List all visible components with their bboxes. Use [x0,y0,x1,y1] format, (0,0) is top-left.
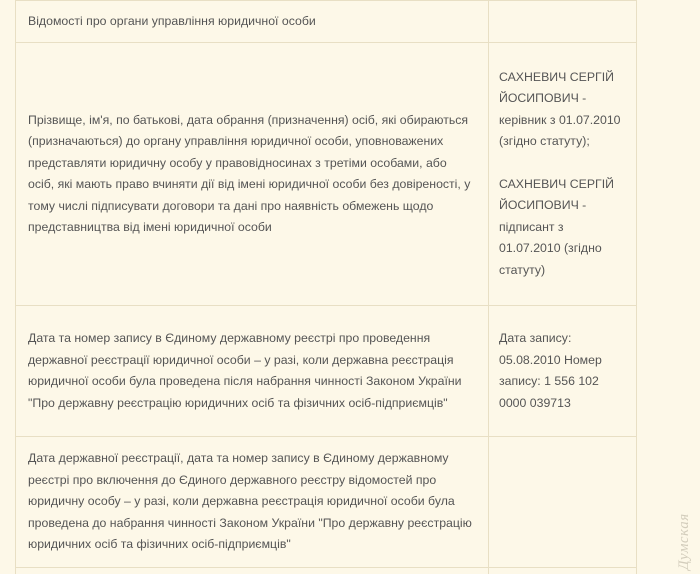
row-label: Дата та номер запису в Єдиному державному реєстрі про проведення державної реєстрації юридичної особи – у разі, коли державна реєстрація юридичної особи була проведена після набрання чинності Законом України "Про державну реєстрацію юридичних осіб та фізичних осіб-підприємців" [16,306,489,436]
table-row [16,305,636,436]
table-row [16,436,636,567]
company-registry-table [15,0,637,574]
row-value [489,306,636,436]
signatory-entry: САХНЕВИЧ СЕРГІЙ ЙОСИПОВИЧ - підписант з 01.07.2010 (згідно статуту) [499,176,614,277]
registration-record: Дата запису: 05.08.2010 Номер запису: 1 556 102 0000 039713 [499,331,602,410]
manager-entry: САХНЕВИЧ СЕРГІЙ ЙОСИПОВИЧ - керівник з 01.07.2010 (згідно статуту); [499,69,621,149]
row-value [489,43,636,305]
row-value [489,1,636,42]
watermark-logo: Думская [676,513,692,570]
row-label [16,568,489,574]
row-label: Прізвище, ім'я, по батькові, дата обрання (призначення) осіб, які обираються (призначаються) до органу управління юридичної особи, уповноважених представляти юридичну особу у правовідносинах з третіми особами, або осіб, які мають право вчиняти дії від імені юридичної особи без довіреності, у тому числі підписувати договори та дані про наявність обмежень щодо представництва від імені юридичної особи [16,43,489,305]
row-label: Відомості про органи управління юридичної особи [16,1,489,42]
table-row [16,42,636,305]
table-row [16,0,636,42]
table-row [16,567,636,574]
row-value [489,568,636,574]
row-label: Дата державної реєстрації, дата та номер запису в Єдиному державному реєстрі про включення до Єдиного державного реєстру відомостей про юридичну особу – у разі, коли державна реєстрація юридичної особи була проведена до набрання чинності Законом України "Про державну реєстрацію юридичних осіб та фізичних осіб-підприємців" [16,437,489,567]
row-value [489,437,636,567]
